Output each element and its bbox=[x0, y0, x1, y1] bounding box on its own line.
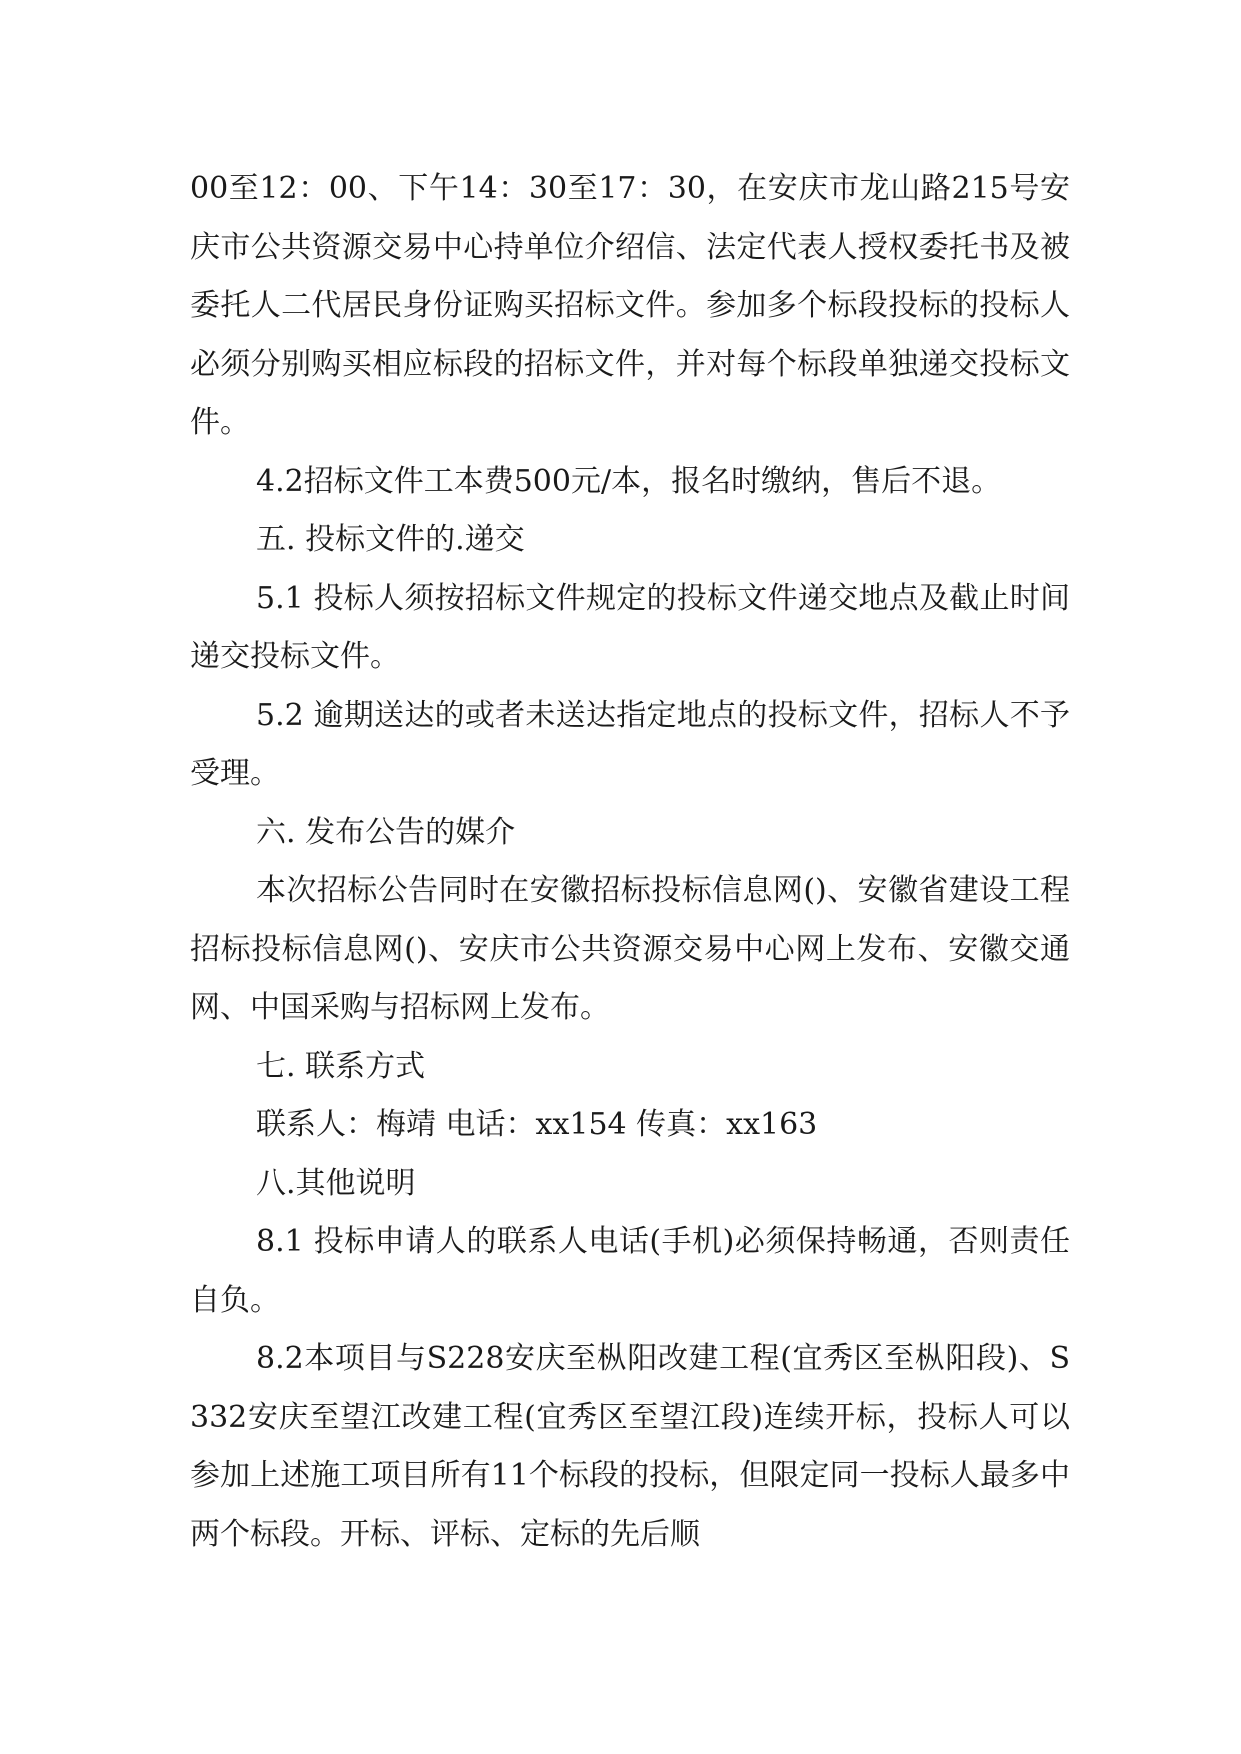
heading-section-8: 八.其他说明 bbox=[256, 1165, 416, 1201]
document-body bbox=[190, 160, 1070, 1564]
paragraph-contact: 联系人：梅靖 电话：xx154 传真：xx163 bbox=[256, 1107, 818, 1142]
paragraph-5-2: 5.2 逾期送达的或者未送达指定地点的投标文件，招标人不予受理。 bbox=[190, 697, 1070, 791]
paragraph-5-1: 5.1 投标人须按招标文件规定的投标文件递交地点及截止时间递交投标文件。 bbox=[190, 580, 1070, 674]
paragraph-media: 本次招标公告同时在安徽招标投标信息网()、安徽省建设工程招标投标信息网()、安庆市公共资源交易中心网上发布、安徽交通网、中国采购与招标网上发布。 bbox=[190, 873, 1070, 1025]
paragraph-8-2: 8.2本项目与S228安庆至枞阳改建工程(宜秀区至枞阳段)、S332安庆至望江改建工程(宜秀区至望江段)连续开标，投标人可以参加上述施工项目所有11个标段的投标，但限定同一投标人最多中两个标段。开标、评标、定标的先后顺 bbox=[190, 1341, 1070, 1552]
heading-section-5: 五. 投标文件的.递交 bbox=[256, 522, 525, 557]
heading-section-6: 六. 发布公告的媒介 bbox=[256, 814, 516, 850]
paragraph-4-2-fee: 4.2招标文件工本费500元/本，报名时缴纳，售后不退。 bbox=[256, 463, 1002, 499]
paragraph-purchase-info: 00至12：00、下午14：30至17：30，在安庆市龙山路215号安庆市公共资源交易中心持单位介绍信、法定代表人授权委托书及被委托人二代居民身份证购买招标文件。参加多个标段投标的投标人必须分别购买相应标段的招标文件，并对每个标段单独递交投标文件。 bbox=[190, 171, 1070, 440]
heading-section-7: 七. 联系方式 bbox=[256, 1048, 426, 1084]
paragraph-8-1: 8.1 投标申请人的联系人电话(手机)必须保持畅通，否则责任自负。 bbox=[190, 1224, 1070, 1318]
